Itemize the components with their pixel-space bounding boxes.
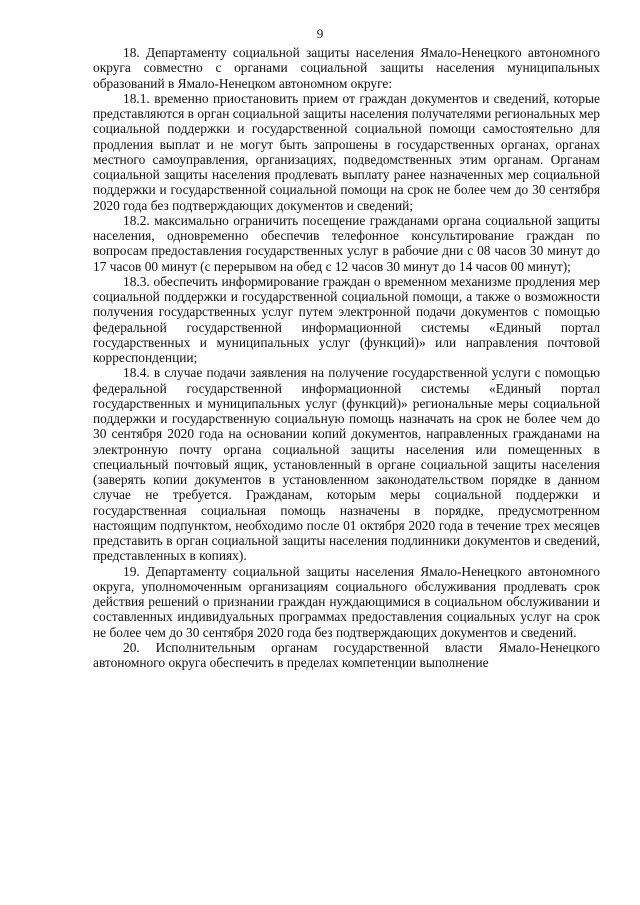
document-body [93,45,600,670]
paragraph-18: 18. Департаменту социальной защиты населения Ямало-Ненецкого автономного округа совместно с органами социальной защиты населения муниципальных образований в Ямало-Ненецком автономном округе: [93,45,600,91]
page-number: 9 [316,26,324,41]
paragraph-18-3: 18.3. обеспечить информирование граждан о временном механизме продления мер социальной поддержки и государственной социальной помощи, а также о возможности получения государственных услуг путем электронной подачи документов с помощью федеральной государственной информационной системы «Единый портал государственных и муниципальных услуг (функций)» или направления почтовой корреспонденции; [93,273,600,365]
paragraph-18-2: 18.2. максимально ограничить посещение гражданами органа социальной защиты населения, одновременно обеспечив телефонное консультирование граждан по вопросам предоставления государственных услуг в рабочие дни с 08 часов 30 минут до 17 часов 00 минут (с перерывом на обед с 12 часов 30 минут до 14 часов 00 минут); [93,212,600,274]
paragraph-18-4: 18.4. в случае подачи заявления на получение государственной услуги с помощью федеральной государственной информационной системы «Единый портал государственных и муниципальных услуг (функций)» региональные меры социальной поддержки и государственную социальную помощь назначать на срок не более чем до 30 сентября 2020 года на основании копий документов, направленных гражданами на электронную почту органа социальной защиты населения или помещенных в специальный почтовый ящик, установленный в органе социальной защиты населения (заверять копии документов в установленном законодательством порядке в данном случае не требуется. Гражданам, которым меры социальной поддержки и государственная социальная помощь назначены в порядке, предусмотренном настоящим подпунктом, необходимо после 01 октября 2020 года в течение трех месяцев представить в орган социальной защиты населения подлинники документов и сведений, представленных в копиях). [93,365,600,564]
paragraph-19: 19. Департаменту социальной защиты населения Ямало-Ненецкого автономного округа, уполномоченным организациям социального обслуживания продлевать срок действия решений о признании граждан нуждающимися в социальном обслуживании и составленных индивидуальных программах предоставления социальных услуг на срок не более чем до 30 сентября 2020 года без подтверждающих документов и сведений. [93,563,600,640]
paragraph-18-1: 18.1. временно приостановить прием от граждан документов и сведений, которые представляются в орган социальной защиты населения получателями региональных мер социальной поддержки и государственной социальной помощи самостоятельно для продления выплат и не могут быть запрошены в государственных органах, органах местного самоуправления, организациях, подведомственных этим органам. Органам социальной защиты населения продлевать выплату ранее назначенных мер социальной поддержки и государственной социальной помощи на срок не более чем до 30 сентября 2020 года без подтверждающих документов и сведений; [93,90,600,213]
paragraph-20: 20. Исполнительным органам государственной власти Ямало-Ненецкого автономного округа обеспечить в пределах компетенции выполнение [93,639,600,670]
